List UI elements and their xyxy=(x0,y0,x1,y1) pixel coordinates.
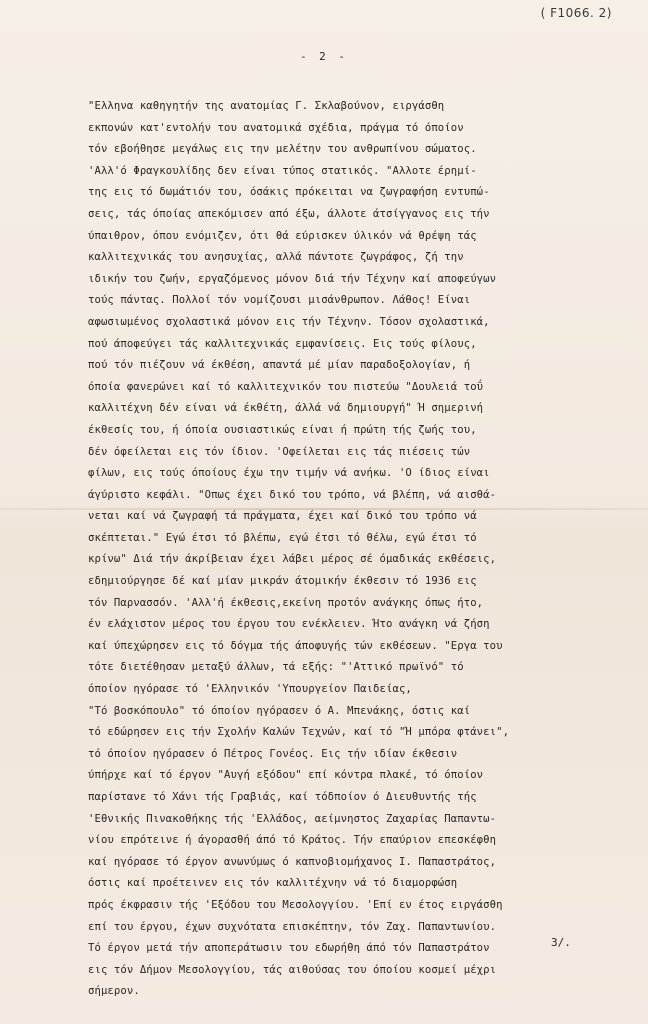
text-line: Τό έργον μετά τήν αποπεράτωσιν του εδωρήθη άπό τόν Παπαστράτον xyxy=(88,942,490,955)
text-line: νίου επρότεινε ή άγορασθή άπό τό Κράτος. Τήν επαύριον επεσκέφθη xyxy=(88,834,497,847)
text-line: έν ελάχιστον μέρος του έργου του ενέκλειεν. Ήτο ανάγκη νά ζήση xyxy=(88,618,490,631)
text-line: δέν όφείλεται εις τόν ίδιον. 'Οφείλεται εις τάς πιέσεις τών xyxy=(88,445,471,458)
text-line: έκθεσίς του, ή όποία ουσιαστικώς είναι ή πρώτη τής ζωής του, xyxy=(88,423,477,436)
text-line: άγύριστο κεφάλι. "Οπως έχει δικό του τρόπο, νά βλέπη, νά αισθά- xyxy=(88,488,497,501)
text-line: νεται καί νά ζωγραφή τά πράγματα, έχει καί δικό του τρόπο νά xyxy=(88,510,477,523)
text-line: σεις, τάς όποίας απεκόμισεν από έξω, άλλοτε άτσίγγανος εις τήν xyxy=(88,207,490,220)
text-line: της εις τό δωμάτιόν του, όσάκις πρόκειται να ζωγραφήση εντυπώ- xyxy=(88,186,490,199)
text-line: επί του έργου, έχων συχνότατα επισκέπτην, τόν Ζαχ. Παπαντωνίου. xyxy=(88,920,497,933)
text-line: τότε διετέθησαν μεταξύ άλλων, τά εξής: "'Αττικό πρωϊνό" τό xyxy=(88,661,464,674)
archive-reference: ( F1066. 2) xyxy=(540,6,612,20)
text-line: τό εδώρησεν εις τήν Σχολήν Καλών Τεχνών, καί τό "Ή μπόρα φτάνει", xyxy=(88,726,510,739)
text-line: 'Αλλ'ό Φραγκουλίδης δεν είναι τύπος στατικός. "Αλλοτε έρημί- xyxy=(88,164,477,177)
text-line: σκέπτεται." Εγώ έτσι τό βλέπω, εγώ έτσι τό θέλω, εγώ έτσι τό xyxy=(88,531,477,544)
text-line: "Τό βοσκόπουλο" τό όποίον ηγόρασεν ό Α. Μπενάκης, όστις καί xyxy=(88,704,471,717)
text-line: "Ελληνα καθηγητήν της ανατομίας Γ. Σκλαβούνον, ειργάσθη xyxy=(88,100,445,112)
body-text xyxy=(88,96,588,1003)
continuation-marker: 3/. xyxy=(551,936,571,949)
page-number: - 2 - xyxy=(299,50,349,63)
text-line: φίλων, εις τούς όποίους έχω την τιμήν νά ανήκω. 'Ο ίδιος είναι xyxy=(88,467,490,480)
text-line: αφωσιωμένος σχολαστικά μόνον εις τήν Τέχνην. Τόσον σχολαστικά, xyxy=(88,315,490,328)
text-line: 'Εθνικής Πινακοθήκης τής 'Ελλάδος, αείμνηστος Ζαχαρίας Παπαντω- xyxy=(88,812,497,825)
text-line: ύπαιθρον, όπου ενόμιζεν, ότι θά εύρισκεν ύλικόν νά θρέψη τάς xyxy=(88,229,477,242)
text-line: καλλιτέχνη δέν είναι νά έκθέτη, άλλά νά δημιουργή" Ή σημερινή xyxy=(88,402,484,415)
text-line: πρός έκφρασιν τής 'Εξόδου του Μεσολογγίου. 'Επί εν έτος ειργάσθη xyxy=(88,898,503,911)
text-line: εις τόν Δήμον Μεσολογγίου, τάς αιθούσας του όποίου κοσμεί μέχρι xyxy=(88,963,497,976)
text-line: τούς πάντας. Πολλοί τόν νομίζουσι μισάνθρωπον. Λάθος! Είναι xyxy=(88,294,471,307)
text-line: πού άποφεύγει τάς καλλιτεχνικάς εμφανίσεις. Εις τούς φίλους, xyxy=(88,337,477,350)
text-line: κρίνω" Διά τήν άκρίβειαν έχει λάβει μέρος σέ όμαδικάς εκθέσεις, xyxy=(88,553,497,566)
text-line: ιδικήν του ζωήν, εργαζόμενος μόνον διά τήν Τέχνην καί αποφεύγων xyxy=(88,272,497,285)
text-line: εκπονών κατ'εντολήν του ανατομικά σχέδια, πράγμα τό όποίον xyxy=(88,121,464,134)
text-line: όστις καί προέτεινεν εις τόν καλλιτέχνην νά τό διαμορφώση xyxy=(88,877,458,890)
text-line: όποία φανερώνει καί τό καλλιτεχνικόν του πιστεύω "Δουλειά τοΰ xyxy=(88,380,484,393)
text-line: σήμερον. xyxy=(88,985,140,998)
text-line: καί ύπεχώρησεν εις τό δόγμα τής άποφυγής τών εκθέσεων. "Εργα του xyxy=(88,639,503,652)
text-line: τόν εβοήθησε μεγάλως εις την μελέτην του ανθρωπίνου σώματος. xyxy=(88,143,477,156)
text-line: καί ηγόρασε τό έργον ανωνύμως ό καπνοβιομήχανος Ι. Παπαστράτος, xyxy=(88,855,497,868)
text-line: πού τόν πιέζουν νά έκθέση, απαντά μέ μίαν παραδοξολογίαν, ή xyxy=(88,359,471,372)
text-line: τό όποίον ηγόρασεν ό Πέτρος Γονέος. Εις τήν ιδίαν έκθεσιν xyxy=(88,747,458,760)
text-line: εδημιούργησε δέ καί μίαν μικράν άτομικήν έκθεσιν τό 1936 εις xyxy=(88,575,477,588)
text-line: καλλιτεχνικάς του ανησυχίας, αλλά πάντοτε ζωγράφος, ζή την xyxy=(88,251,464,264)
text-line: τόν Παρνασσόν. 'Αλλ'ή έκθεσις,εκείνη προτόν ανάγκης όπως ήτο, xyxy=(88,596,484,609)
text-line: όποίον ηγόρασε τό 'Ελληνικόν 'Υπουργείον Παιδείας, xyxy=(88,683,412,696)
text-line: παρίστανε τό Χάνι τής Γραβιάς, καί τόδποίον ό Διευθυντής τής xyxy=(88,791,477,803)
text-line: ύπήρχε καί τό έργον "Αυγή εξόδου" επί κόντρα πλακέ, τό όποίον xyxy=(88,769,484,782)
